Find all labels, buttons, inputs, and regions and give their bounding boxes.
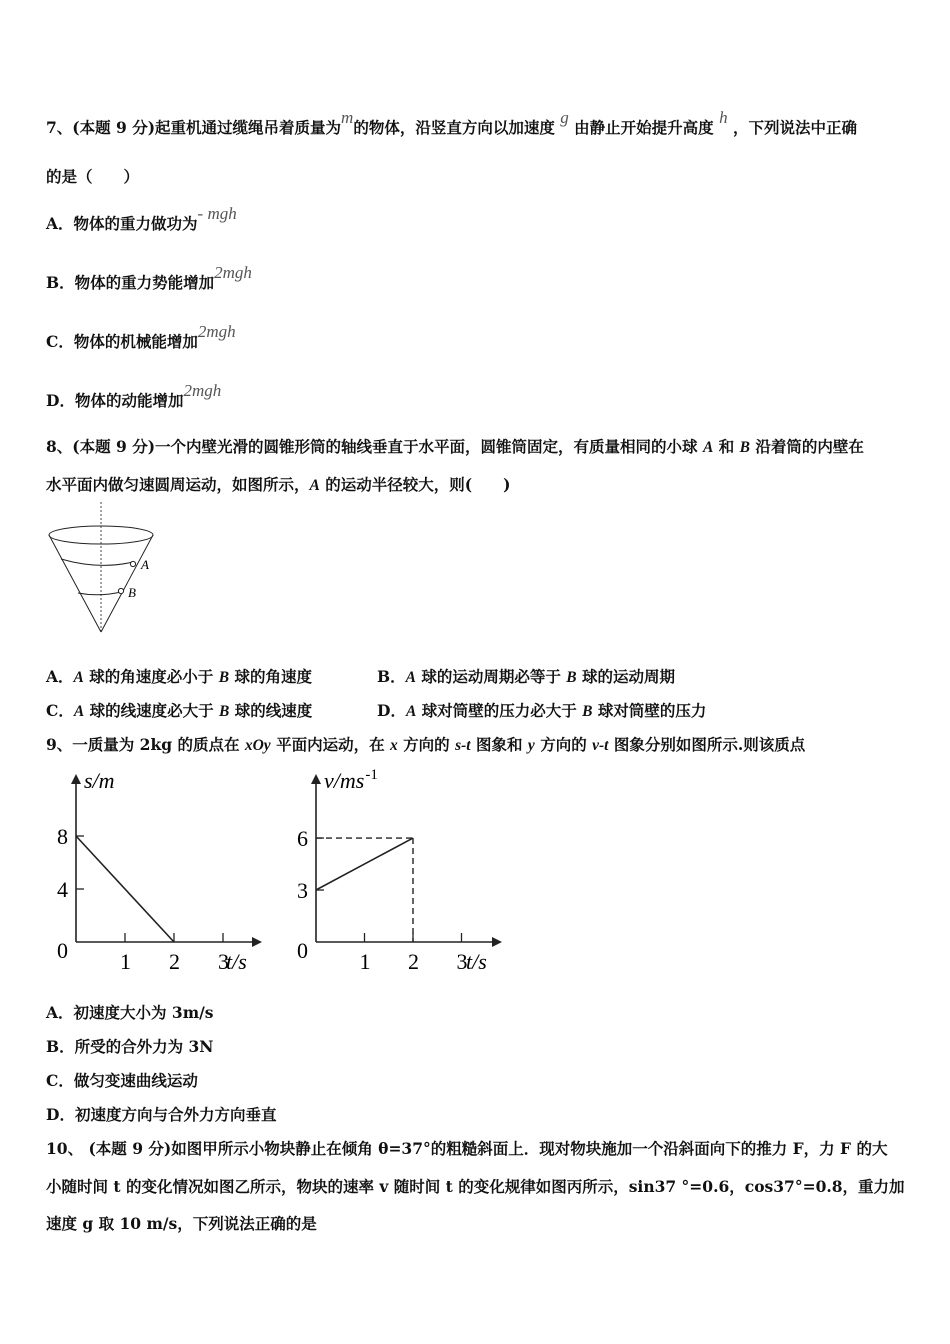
q7-option-d[interactable]: D．物体的动能增加2mgh: [46, 381, 222, 410]
q10-stem-line2: 小随时间 t 的变化情况如图乙所示，物块的速率 v 随时间 t 的变化规律如图丙所示，sin37 °=0.6，cos37°=0.8，重力加: [46, 1177, 905, 1196]
y-axis-label: s/m: [84, 768, 115, 793]
s-t-graph: [48, 768, 278, 978]
q8-option-a[interactable]: A．A 球的角速度必小于 B 球的角速度: [46, 667, 312, 686]
mass-symbol: m: [341, 108, 354, 127]
accel-symbol: g: [560, 108, 569, 127]
ball-b-label: B: [128, 585, 136, 600]
y-tick-label: 6: [297, 826, 308, 852]
q8-stem-line2: 水平面内做匀速圆周运动，如图所示，A 的运动半径较大，则( ): [46, 475, 511, 494]
cone-figure: [44, 500, 159, 640]
option-c-math: 2mgh: [197, 322, 236, 341]
q7-stem-line2: 的是（ ）: [46, 167, 140, 186]
q8-option-b[interactable]: B．A 球的运动周期必等于 B 球的运动周期: [377, 667, 676, 686]
x-axis-label: t/s: [466, 949, 487, 974]
cone-wall-right: [101, 535, 153, 632]
q9-stem: 9、一质量为 2kg 的质点在 xOy 平面内运动，在 x 方向的 s-t 图象和 y 方向的 v-t 图象分别如图所示.则该质点: [46, 735, 806, 754]
q9-option-c[interactable]: C．做匀变速曲线运动: [46, 1071, 198, 1090]
y-tick-label: 8: [57, 824, 68, 849]
y-axis-arrow: [71, 774, 81, 784]
y-axis-label-sup: -1: [365, 768, 378, 783]
x-tick-label: 3: [456, 949, 468, 974]
x-tick-label: 2: [169, 949, 180, 974]
orbit-a: [61, 559, 133, 565]
height-symbol: h: [719, 108, 728, 127]
q7-option-c[interactable]: C．物体的机械能增加2mgh: [46, 322, 236, 351]
x-axis-label: t/s: [226, 949, 247, 974]
q8-option-c[interactable]: C．A 球的线速度必大于 B 球的线速度: [46, 701, 313, 720]
origin-label: 0: [57, 938, 68, 963]
series-line: [76, 836, 174, 942]
q9-option-b[interactable]: B．所受的合外力为 3N: [46, 1037, 214, 1056]
q10-stem-line1: 10、 (本题 9 分)如图甲所示小物块静止在倾角 θ=37°的粗糙斜面上．现对物块施加一个沿斜面向下的推力 F，力 F 的大: [46, 1139, 888, 1158]
q7-option-b[interactable]: B．物体的重力势能增加2mgh: [46, 263, 252, 292]
q9-option-d[interactable]: D．初速度方向与合外力方向垂直: [46, 1105, 277, 1124]
ball-b: [118, 588, 123, 593]
x-tick-label: 1: [120, 949, 131, 974]
x-tick-label: 1: [359, 949, 371, 974]
x-axis-arrow: [252, 937, 262, 947]
q8-stem-line1: 8、(本题 9 分)一个内壁光滑的圆锥形筒的轴线垂直于水平面，圆锥筒固定，有质量相同的小球 A 和 B 沿着筒的内壁在: [46, 437, 864, 456]
q10-stem-line3: 速度 g 取 10 m/s，下列说法正确的是: [46, 1214, 317, 1233]
option-d-math: 2mgh: [183, 381, 222, 400]
option-a-math: - mgh: [197, 204, 237, 223]
cone-wall-left: [49, 535, 101, 632]
option-b-math: 2mgh: [214, 263, 252, 282]
y-axis-arrow: [311, 774, 321, 784]
ball-a-label: A: [141, 557, 149, 572]
orbit-b: [78, 592, 121, 595]
y-tick-label: 4: [57, 877, 68, 902]
x-axis-arrow: [492, 937, 502, 947]
y-axis-label: v/ms: [324, 768, 365, 793]
y-tick-label: 3: [297, 878, 308, 904]
series-line: [316, 838, 413, 890]
q8-option-d[interactable]: D．A 球对筒壁的压力必大于 B 球对筒壁的压力: [377, 701, 707, 720]
x-tick-label: 2: [408, 949, 419, 974]
x-tick-label: 3: [218, 949, 229, 974]
q9-option-a[interactable]: A．初速度大小为 3m/s: [46, 1003, 214, 1022]
ball-a: [130, 561, 135, 566]
q7-option-a[interactable]: A．物体的重力做功为- mgh: [46, 204, 237, 233]
origin-label: 0: [297, 938, 308, 963]
v-t-graph: [284, 768, 519, 978]
q7-stem-line1: 7、(本题 9 分)起重机通过缆绳吊着质量为m的物体，沿竖直方向以加速度 g 由静止开始提升高度 h ，下列说法中正确: [46, 108, 857, 137]
